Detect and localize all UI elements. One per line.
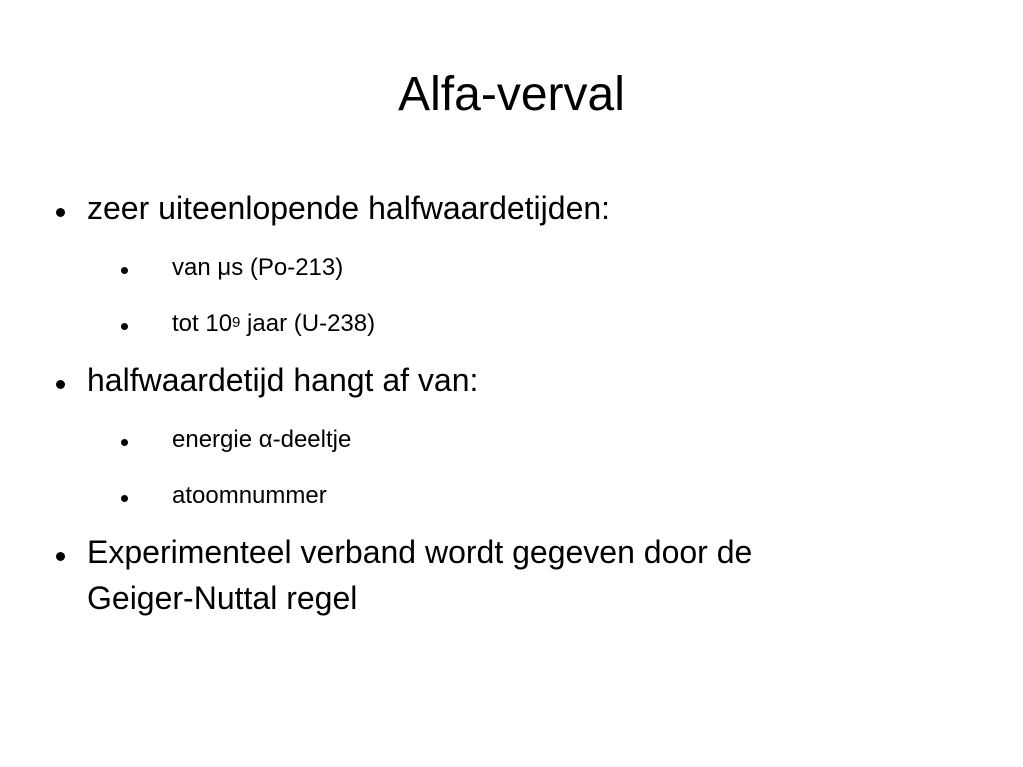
bullet-halfwaardetijden: zeer uiteenlopende halfwaardetijden: — [87, 190, 611, 226]
exponent: 9 — [232, 314, 241, 331]
bullet-dot — [56, 380, 65, 389]
sub-bullet-u238-suffix: jaar (U-238) — [240, 310, 376, 337]
bullet-dot — [56, 208, 65, 217]
sub-bullet-dot — [121, 323, 128, 330]
sub-bullet-dot — [121, 439, 128, 446]
sub-bullet-dot — [121, 495, 128, 502]
sub-bullet-atoomnummer: atoomnummer — [172, 482, 327, 509]
bullet-geiger-nuttal-line1: Experimenteel verband wordt gegeven door de — [87, 534, 753, 570]
bullet-dot — [56, 552, 65, 561]
bullet-hangt-af-van: halfwaardetijd hangt af van: — [87, 362, 479, 398]
slide-title: Alfa-verval — [398, 68, 625, 121]
sub-bullet-energie: energie α-deeltje — [172, 426, 352, 453]
sub-bullet-po213: van μs (Po-213) — [172, 254, 344, 281]
sub-bullet-u238 — [172, 309, 375, 339]
bullet-geiger-nuttal-line2: Geiger-Nuttal regel — [87, 580, 358, 616]
sub-bullet-u238-prefix: tot 10 — [172, 310, 233, 337]
sub-bullet-dot — [121, 267, 128, 274]
